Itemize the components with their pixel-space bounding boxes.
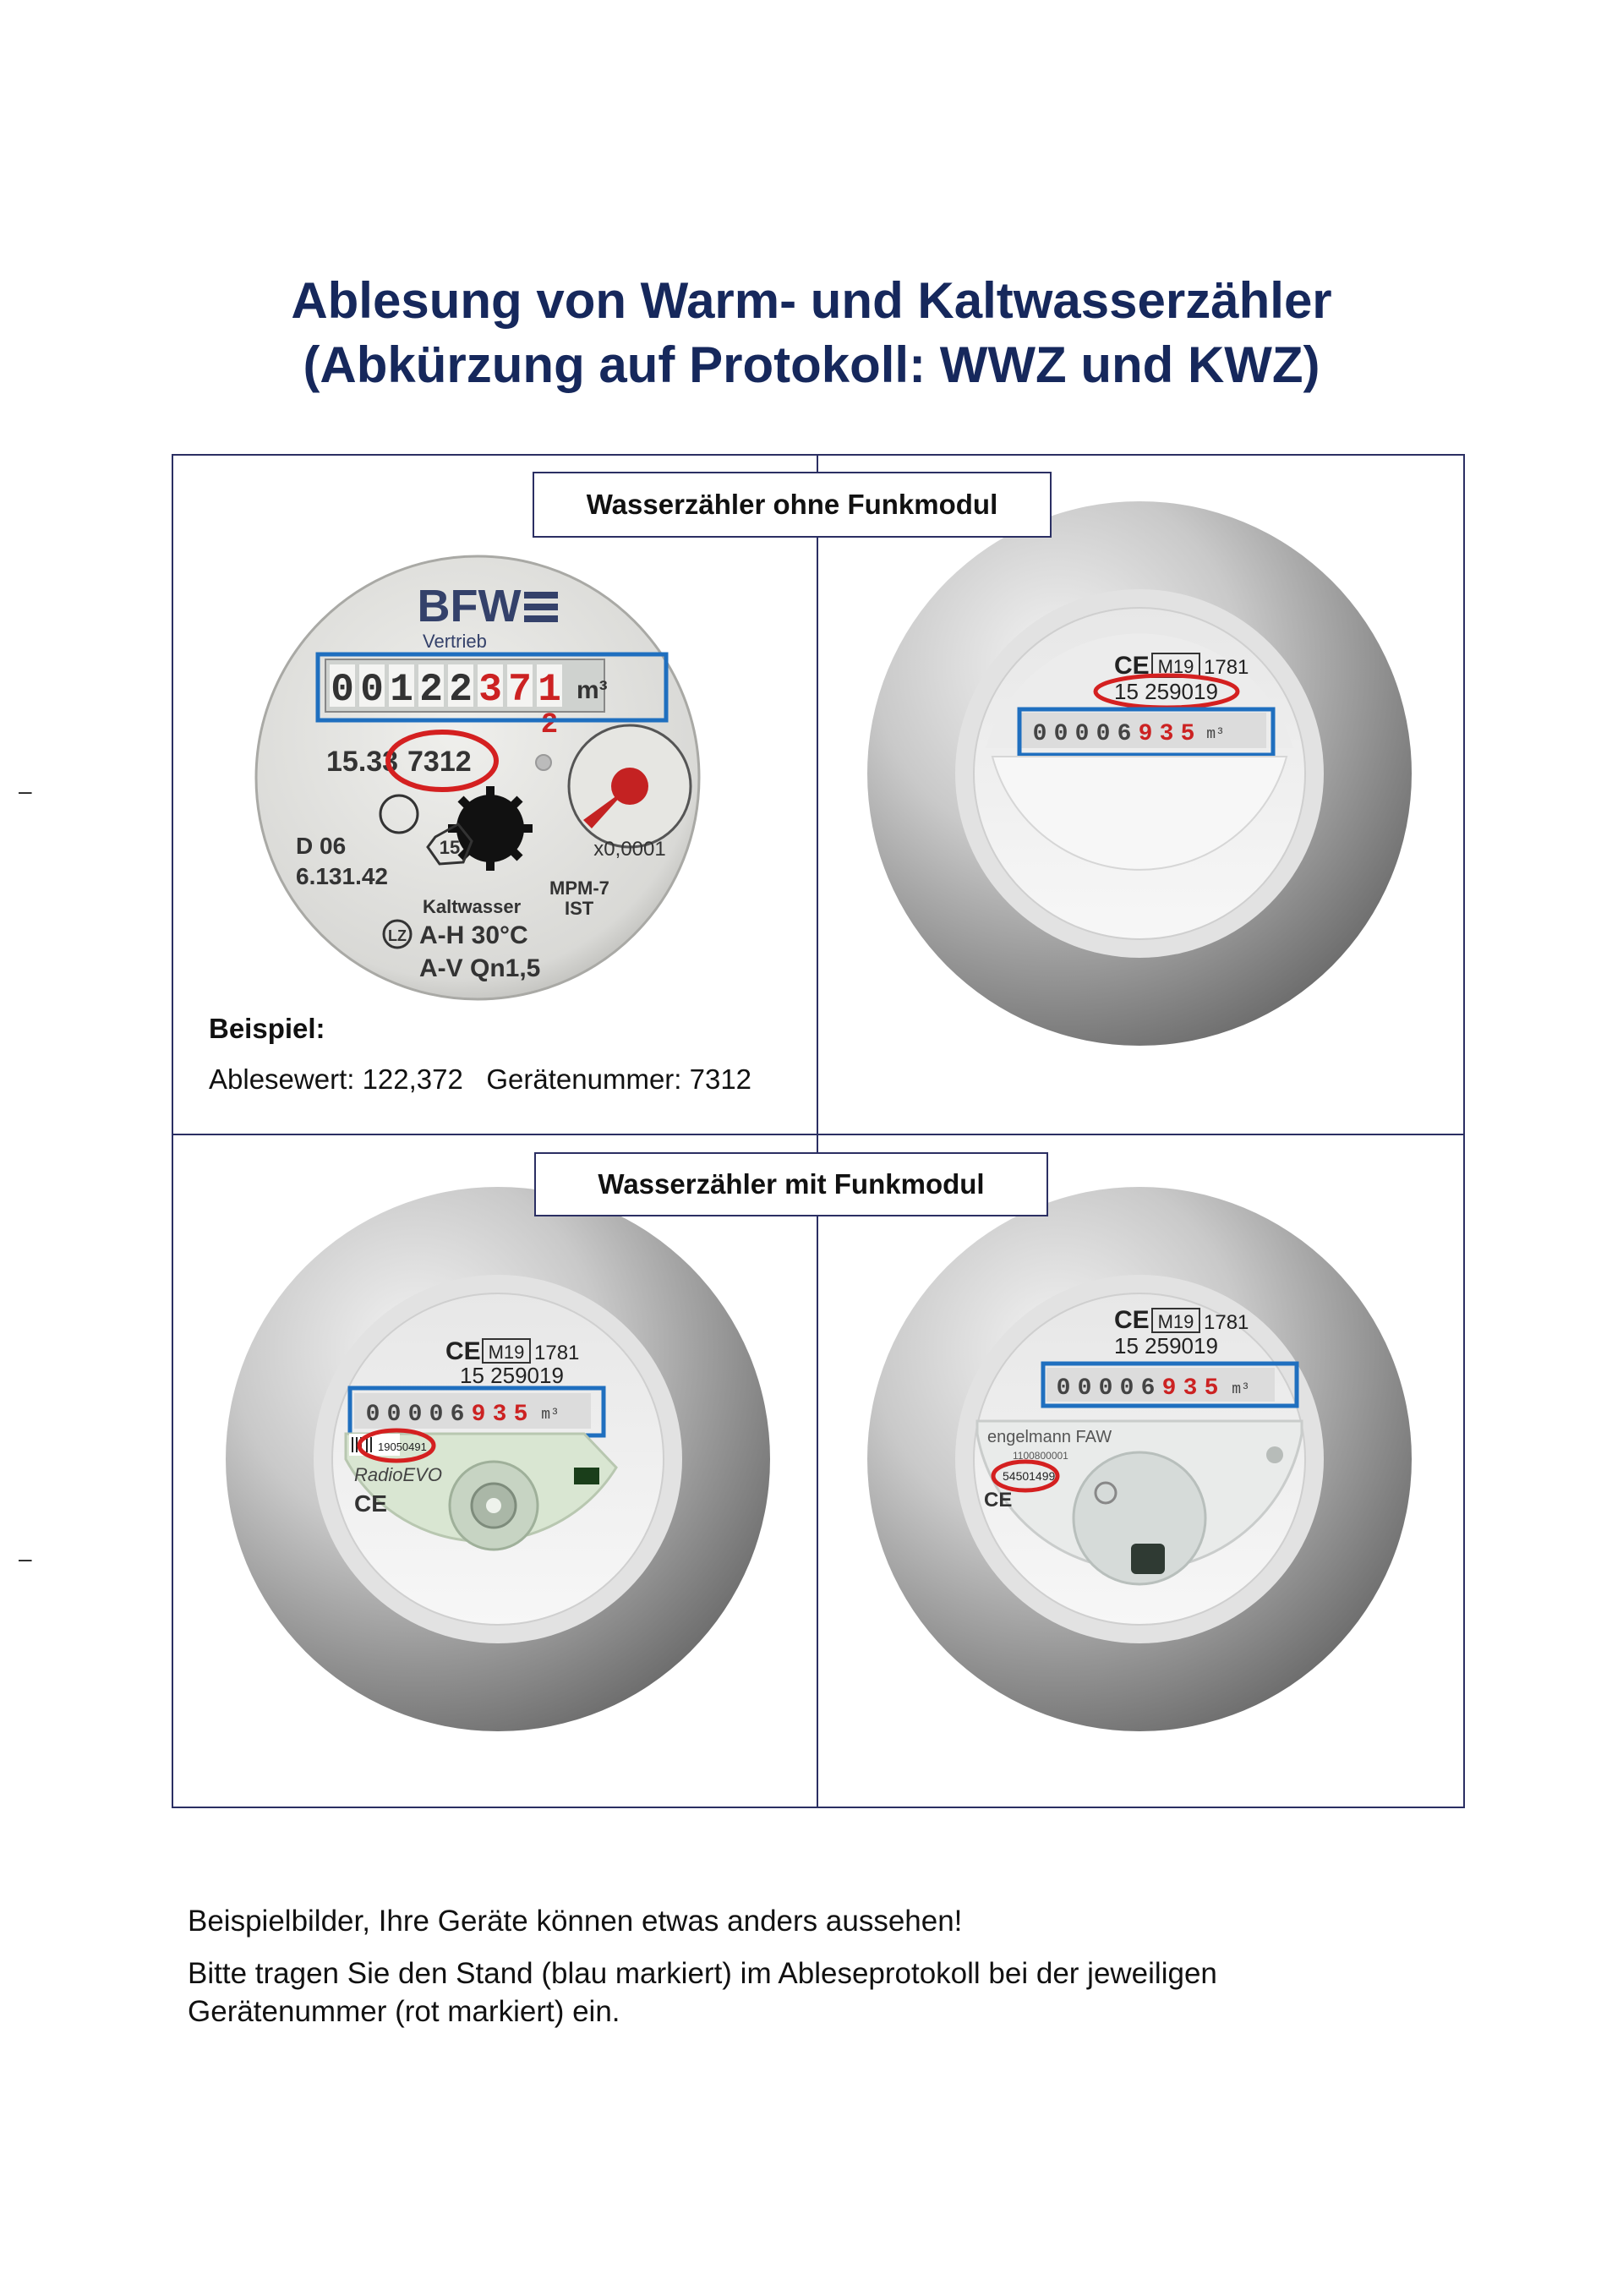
meter-bfw-spec-1: A-H 30°C <box>419 921 528 949</box>
engelmann-module-brand: engelmann FAW <box>987 1428 1112 1446</box>
counter-digit: 6 <box>450 1402 465 1428</box>
margin-mark: – <box>19 778 32 804</box>
counter-digit: 0 <box>1119 1375 1134 1402</box>
counter-digit: 0 <box>1077 1375 1092 1402</box>
counter-digit: 0 <box>1096 721 1111 747</box>
meter-plain-m-year: 1781 <box>1204 656 1249 679</box>
meter-bfw-serial-number: 7312 <box>407 746 472 778</box>
meter-radio-counter <box>354 1393 591 1429</box>
radio-module-ce: CE <box>354 1490 387 1517</box>
meter-engelmann-ce: CE <box>1114 1306 1150 1334</box>
page-title <box>0 269 1623 397</box>
meter-bfw-model: MPM-7 <box>549 877 609 899</box>
meter-plain-ce: CE <box>1114 652 1150 680</box>
counter-digit: 0 <box>407 1402 423 1428</box>
label-with-radio-text: Wasserzähler mit Funkmodul <box>598 1168 985 1200</box>
meter-bfw-serial-prefix: 15.33 <box>326 746 399 778</box>
meter-bfw-unit: m³ <box>577 676 608 704</box>
meter-engelmann-m-mark: M19 <box>1157 1311 1194 1332</box>
meter-bfw-mark-2: 6.131.42 <box>296 863 388 889</box>
meter-bfw-spec-2: A-V Qn1,5 <box>419 954 541 982</box>
counter-digit: 9 <box>1161 1375 1177 1402</box>
meter-radio-serial: 15 259019 <box>460 1363 564 1388</box>
meter-radio-m-year: 1781 <box>534 1342 580 1364</box>
example-heading: Beispiel: <box>209 1013 325 1044</box>
counter-digit: 0 <box>365 1402 380 1428</box>
counter-digit: 0 <box>360 668 384 712</box>
meter-radio-evo-photo <box>219 1180 777 1738</box>
meter-bfw-photo <box>245 549 719 1006</box>
counter-digit: 0 <box>1098 1375 1113 1402</box>
counter-digit: 2 <box>540 709 559 741</box>
meter-plain-m-mark: M19 <box>1157 656 1194 677</box>
meter-engelmann-unit: m³ <box>1232 1381 1250 1398</box>
meter-bfw-badge: LZ <box>388 927 407 944</box>
counter-digit: 0 <box>386 1402 402 1428</box>
label-without-radio <box>533 472 1052 538</box>
meter-engelmann-m-year: 1781 <box>1204 1311 1249 1334</box>
meter-plain-serial: 15 259019 <box>1114 679 1218 704</box>
label-with-radio <box>534 1152 1048 1216</box>
example-text: Ablesewert: 122,372 Gerätenummer: 7312 <box>209 1063 752 1095</box>
meter-radio-unit: m³ <box>541 1407 560 1424</box>
meter-plain-unit: m³ <box>1206 726 1225 743</box>
margin-mark: – <box>19 1545 32 1572</box>
meter-bfw-brand-sub: Vertrieb <box>423 631 487 652</box>
meter-bfw-mark-1: D 06 <box>296 833 347 859</box>
meter-engelmann-photo <box>861 1180 1418 1738</box>
counter-digit: 0 <box>1032 721 1047 747</box>
label-without-radio-text: Wasserzähler ohne Funkmodul <box>586 489 998 520</box>
title-line-2: (Abkürzung auf Protokoll: WWZ und KWZ) <box>303 336 1320 393</box>
counter-digit: 7 <box>508 668 532 712</box>
meter-radio-ce: CE <box>445 1337 481 1365</box>
counter-digit: 0 <box>429 1402 444 1428</box>
counter-digit: 3 <box>478 668 502 712</box>
counter-digit: 1 <box>390 668 413 712</box>
counter-digit: 5 <box>513 1402 528 1428</box>
radio-module-brand: RadioEVO <box>354 1464 442 1485</box>
grid-divider-vertical <box>817 454 818 1808</box>
meter-plain-photo <box>861 495 1418 1052</box>
engelmann-module-ce: CE <box>984 1489 1013 1512</box>
footer-instruction-line-1: Bitte tragen Sie den Stand (blau markiert) im Ableseprotokoll bei der jeweiligen <box>188 1957 1217 1990</box>
grid-divider-horizontal <box>172 1134 1465 1135</box>
counter-digit: 2 <box>419 668 443 712</box>
radio-module-number: 19050491 <box>378 1440 427 1453</box>
counter-digit: 0 <box>1053 721 1068 747</box>
meter-bfw-type: Kaltwasser <box>423 896 522 917</box>
meter-bfw-dial-label: x0,0001 <box>593 838 666 861</box>
meter-engelmann-counter <box>1046 1368 1275 1402</box>
footer-instruction-line-2: Gerätenummer (rot markiert) ein. <box>188 1995 620 2028</box>
meter-plain-counter <box>1021 713 1266 748</box>
counter-digit: 6 <box>1117 721 1132 747</box>
counter-digit: 3 <box>492 1402 507 1428</box>
counter-digit: 3 <box>1159 721 1174 747</box>
counter-digit: 0 <box>1074 721 1090 747</box>
engelmann-module-small: 1100800001 <box>1013 1450 1068 1462</box>
counter-digit: 3 <box>1183 1375 1198 1402</box>
counter-digit: 0 <box>331 668 354 712</box>
engelmann-module-number: 54501499 <box>1003 1469 1056 1483</box>
counter-digit: 1 <box>538 668 561 712</box>
counter-digit: 9 <box>471 1402 486 1428</box>
footer-note: Beispielbilder, Ihre Geräte können etwas anders aussehen! <box>188 1905 963 1938</box>
meter-engelmann-serial: 15 259019 <box>1114 1333 1218 1358</box>
counter-digit: 9 <box>1138 721 1153 747</box>
meter-bfw-circle-mark: 15 <box>439 837 461 858</box>
counter-digit: 5 <box>1204 1375 1219 1402</box>
counter-digit: 2 <box>449 668 473 712</box>
meter-bfw-model-2: IST <box>565 898 594 919</box>
meter-radio-m-mark: M19 <box>488 1342 525 1363</box>
meter-bfw-brand: BFW <box>417 581 522 631</box>
counter-digit: 6 <box>1140 1375 1156 1402</box>
title-line-1: Ablesung von Warm- und Kaltwasserzähler <box>291 272 1332 329</box>
counter-digit: 0 <box>1056 1375 1071 1402</box>
counter-digit: 5 <box>1180 721 1195 747</box>
